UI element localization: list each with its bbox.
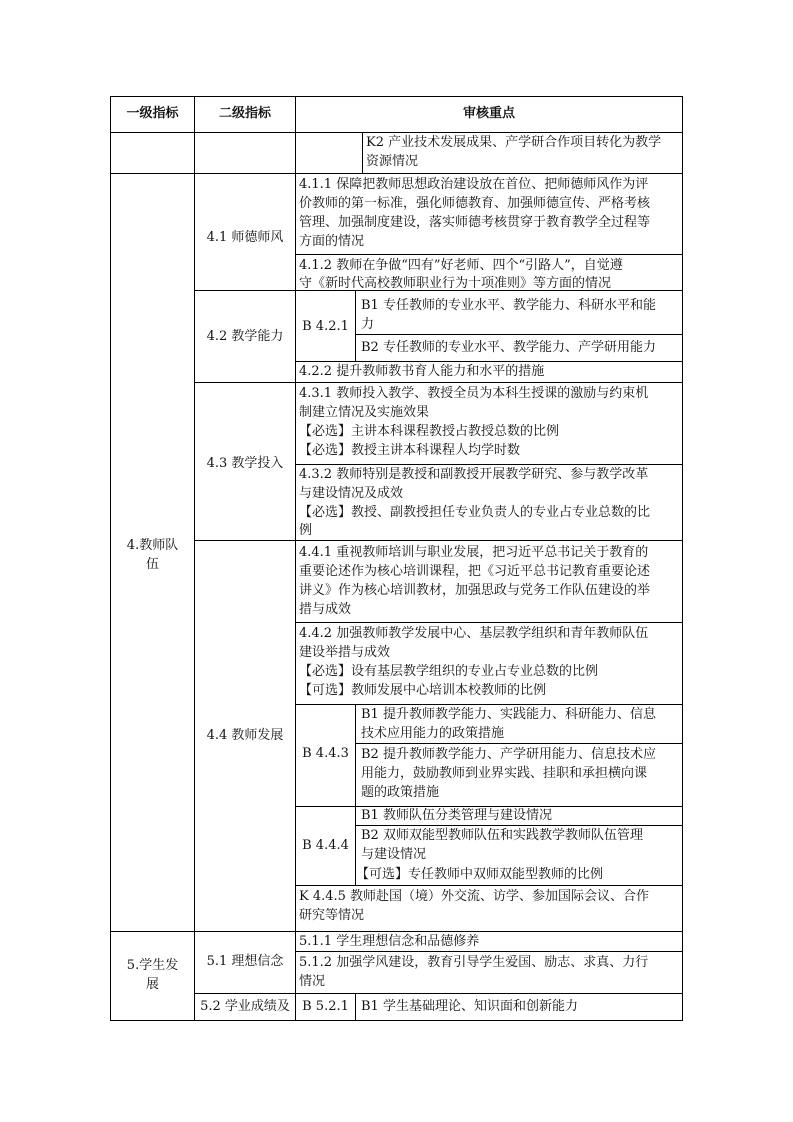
k2-line-1: K2 产业技术发展成果、产学研合作项目转化为教学 [366,135,662,150]
subcol-divider [362,132,363,174]
row-divider [295,622,683,623]
item-4-3-2-line: 例 [299,523,313,538]
level1-indicator-5: 5.学生发 [126,958,179,973]
level1-indicator-4: 4.教师队 [126,538,179,553]
item-4-2-2: 4.2.2 提升教师教书育人能力和水平的措施 [299,364,545,379]
row-divider [194,540,683,541]
row-divider [295,254,683,255]
b-4-4-4-b2-line: 【可选】专任教师中双师双能型教师的比例 [356,867,604,882]
level1-indicator-5-cont: 展 [145,977,159,992]
b-4-4-3-b2-line: 用能力，鼓励教师到业界实践、挂职和承担横向课 [361,766,648,781]
subcol-divider [355,993,356,1021]
item-4-3-1-line: 【必选】教授主讲本科课程人均学时数 [299,443,521,458]
table-border-top [110,96,683,97]
header-col-level1: 一级指标 [126,106,179,121]
item-4-3-2-line: 与建设情况及成效 [299,486,404,501]
row-divider [295,704,683,705]
level1-indicator-4-cont: 伍 [145,557,159,572]
b-4-2-1-b2: B2 专任教师的专业水平、教学能力、产学研用能力 [361,340,656,355]
b-4-2-1-label: B 4.2.1 [302,319,349,334]
level2-indicator-5-1: 5.1 理想信念 [206,954,284,969]
b-4-2-1-b1-line: 力 [361,317,375,332]
item-4-4-1-line: 讲义》作为核心培训教材，加强思政与党务工作队伍建设的举 [299,583,651,598]
header-divider [110,132,683,133]
header-col-level2: 二级指标 [218,106,271,121]
item-4-3-1-line: 制建立情况及实施效果 [299,405,430,420]
subcol-divider [355,704,356,886]
item-4-4-2-line: 【可选】教师发展中心培训本校教师的比例 [299,683,547,698]
row-divider [194,382,683,383]
item-4-1-2-line: 守《新时代高校教师职业行为十项准则》等方面的情况 [299,276,612,291]
item-5-1-2-line: 情况 [299,974,326,989]
row-divider [295,464,683,465]
item-4-1-1-line: 管理、加强制度建设，落实师德考核贯穿于教育教学全过程等 [299,215,651,230]
level2-indicator-4-2: 4.2 教学能力 [206,329,284,344]
b-4-4-3-b1-line: 技术应用能力的政策措施 [361,726,505,741]
item-4-4-2-line: 4.4.2 加强教师教学发展中心、基层教学组织和青年教师队伍 [299,626,649,641]
item-4-1-1-line: 方面的情况 [299,234,365,249]
subcol-divider [355,290,356,362]
b-4-4-3-label: B 4.4.3 [302,746,349,761]
col-divider-2 [295,96,296,1021]
row-divider [194,993,683,994]
level2-indicator-5-2: 5.2 学业成绩及 [200,999,290,1014]
item-4-4-1-line: 措与成效 [299,602,352,617]
item-4-1-2-line: 4.1.2 教师在争做“四有”好老师、四个“引路人”，自觉遵 [299,258,623,273]
b-5-2-1-label: B 5.2.1 [302,999,349,1014]
b-4-4-4-b2-line: 与建设情况 [361,847,427,862]
b-4-4-3-b1-line: B1 提升教师教学能力、实践能力、科研能力、信息 [361,707,656,722]
table-border-right [682,96,683,1021]
b-4-4-4-label: B 4.4.4 [302,838,349,853]
item-4-1-1-line: 价教师的第一标准，强化师德教育、加强师德宣传、严格考核 [299,196,651,211]
k-4-4-5-line: 研究等情况 [299,908,365,923]
b-4-4-4-b1: B1 教师队伍分类管理与建设情况 [361,808,552,823]
level2-indicator-4-3: 4.3 教学投入 [206,456,284,471]
b-5-2-1-b1: B1 学生基础理论、知识面和创新能力 [361,999,578,1014]
subrow-divider [355,334,683,335]
item-5-1-2-line: 5.1.2 加强学风建设，教育引导学生爱国、励志、求真、力行 [299,955,649,970]
item-4-4-1-line: 4.4.1 重视教师培训与职业发展，把习近平总书记关于教育的 [299,545,649,560]
item-4-3-1-line: 【必选】主讲本科课程教授占教授总数的比例 [299,424,560,439]
row-divider [295,885,683,886]
k2-line-2: 资源情况 [366,154,419,169]
section-divider [110,173,683,174]
item-4-3-1-line: 4.3.1 教师投入教学、教授全员为本科生授课的激励与约束机 [299,386,649,401]
b-4-4-3-b2-line: 题的政策措施 [361,785,440,800]
item-4-3-2-line: 4.3.2 教师特别是教授和副教授开展教学研究、参与教学改革 [299,467,649,482]
level2-indicator-4-1: 4.1 师德师风 [206,230,284,245]
item-5-1-1: 5.1.1 学生理想信念和品德修养 [299,934,480,949]
item-4-1-1-line: 4.1.1 保障把教师思想政治建设放在首位、把师德师风作为评 [299,177,649,192]
b-4-4-3-b2-line: B2 提升教师教学能力、产学研用能力、信息技术应 [361,747,656,762]
level2-indicator-4-4: 4.4 教师发展 [206,728,284,743]
table-border-bottom [110,1020,683,1021]
section-divider [110,931,683,932]
b-4-4-4-b2-line: B2 双师双能型教师队伍和实践教学教师队伍管理 [361,828,643,843]
item-4-3-2-line: 【必选】教授、副教授担任专业负责人的专业占专业总数的比 [299,505,651,520]
k-4-4-5-line: K 4.4.5 教师赴国（境）外交流、访学、参加国际会议、合作 [299,889,650,904]
b-4-2-1-b1-line: B1 专任教师的专业水平、教学能力、科研水平和能 [361,298,656,313]
item-4-4-2-line: 建设举措与成效 [299,645,391,660]
header-col-focus: 审核重点 [462,106,515,121]
item-4-4-1-line: 重要论述作为核心培训课程，把《习近平总书记教育重要论述 [299,564,651,579]
item-4-4-2-line: 【必选】设有基层教学组织的专业占专业总数的比例 [299,664,599,679]
row-divider [295,361,683,362]
